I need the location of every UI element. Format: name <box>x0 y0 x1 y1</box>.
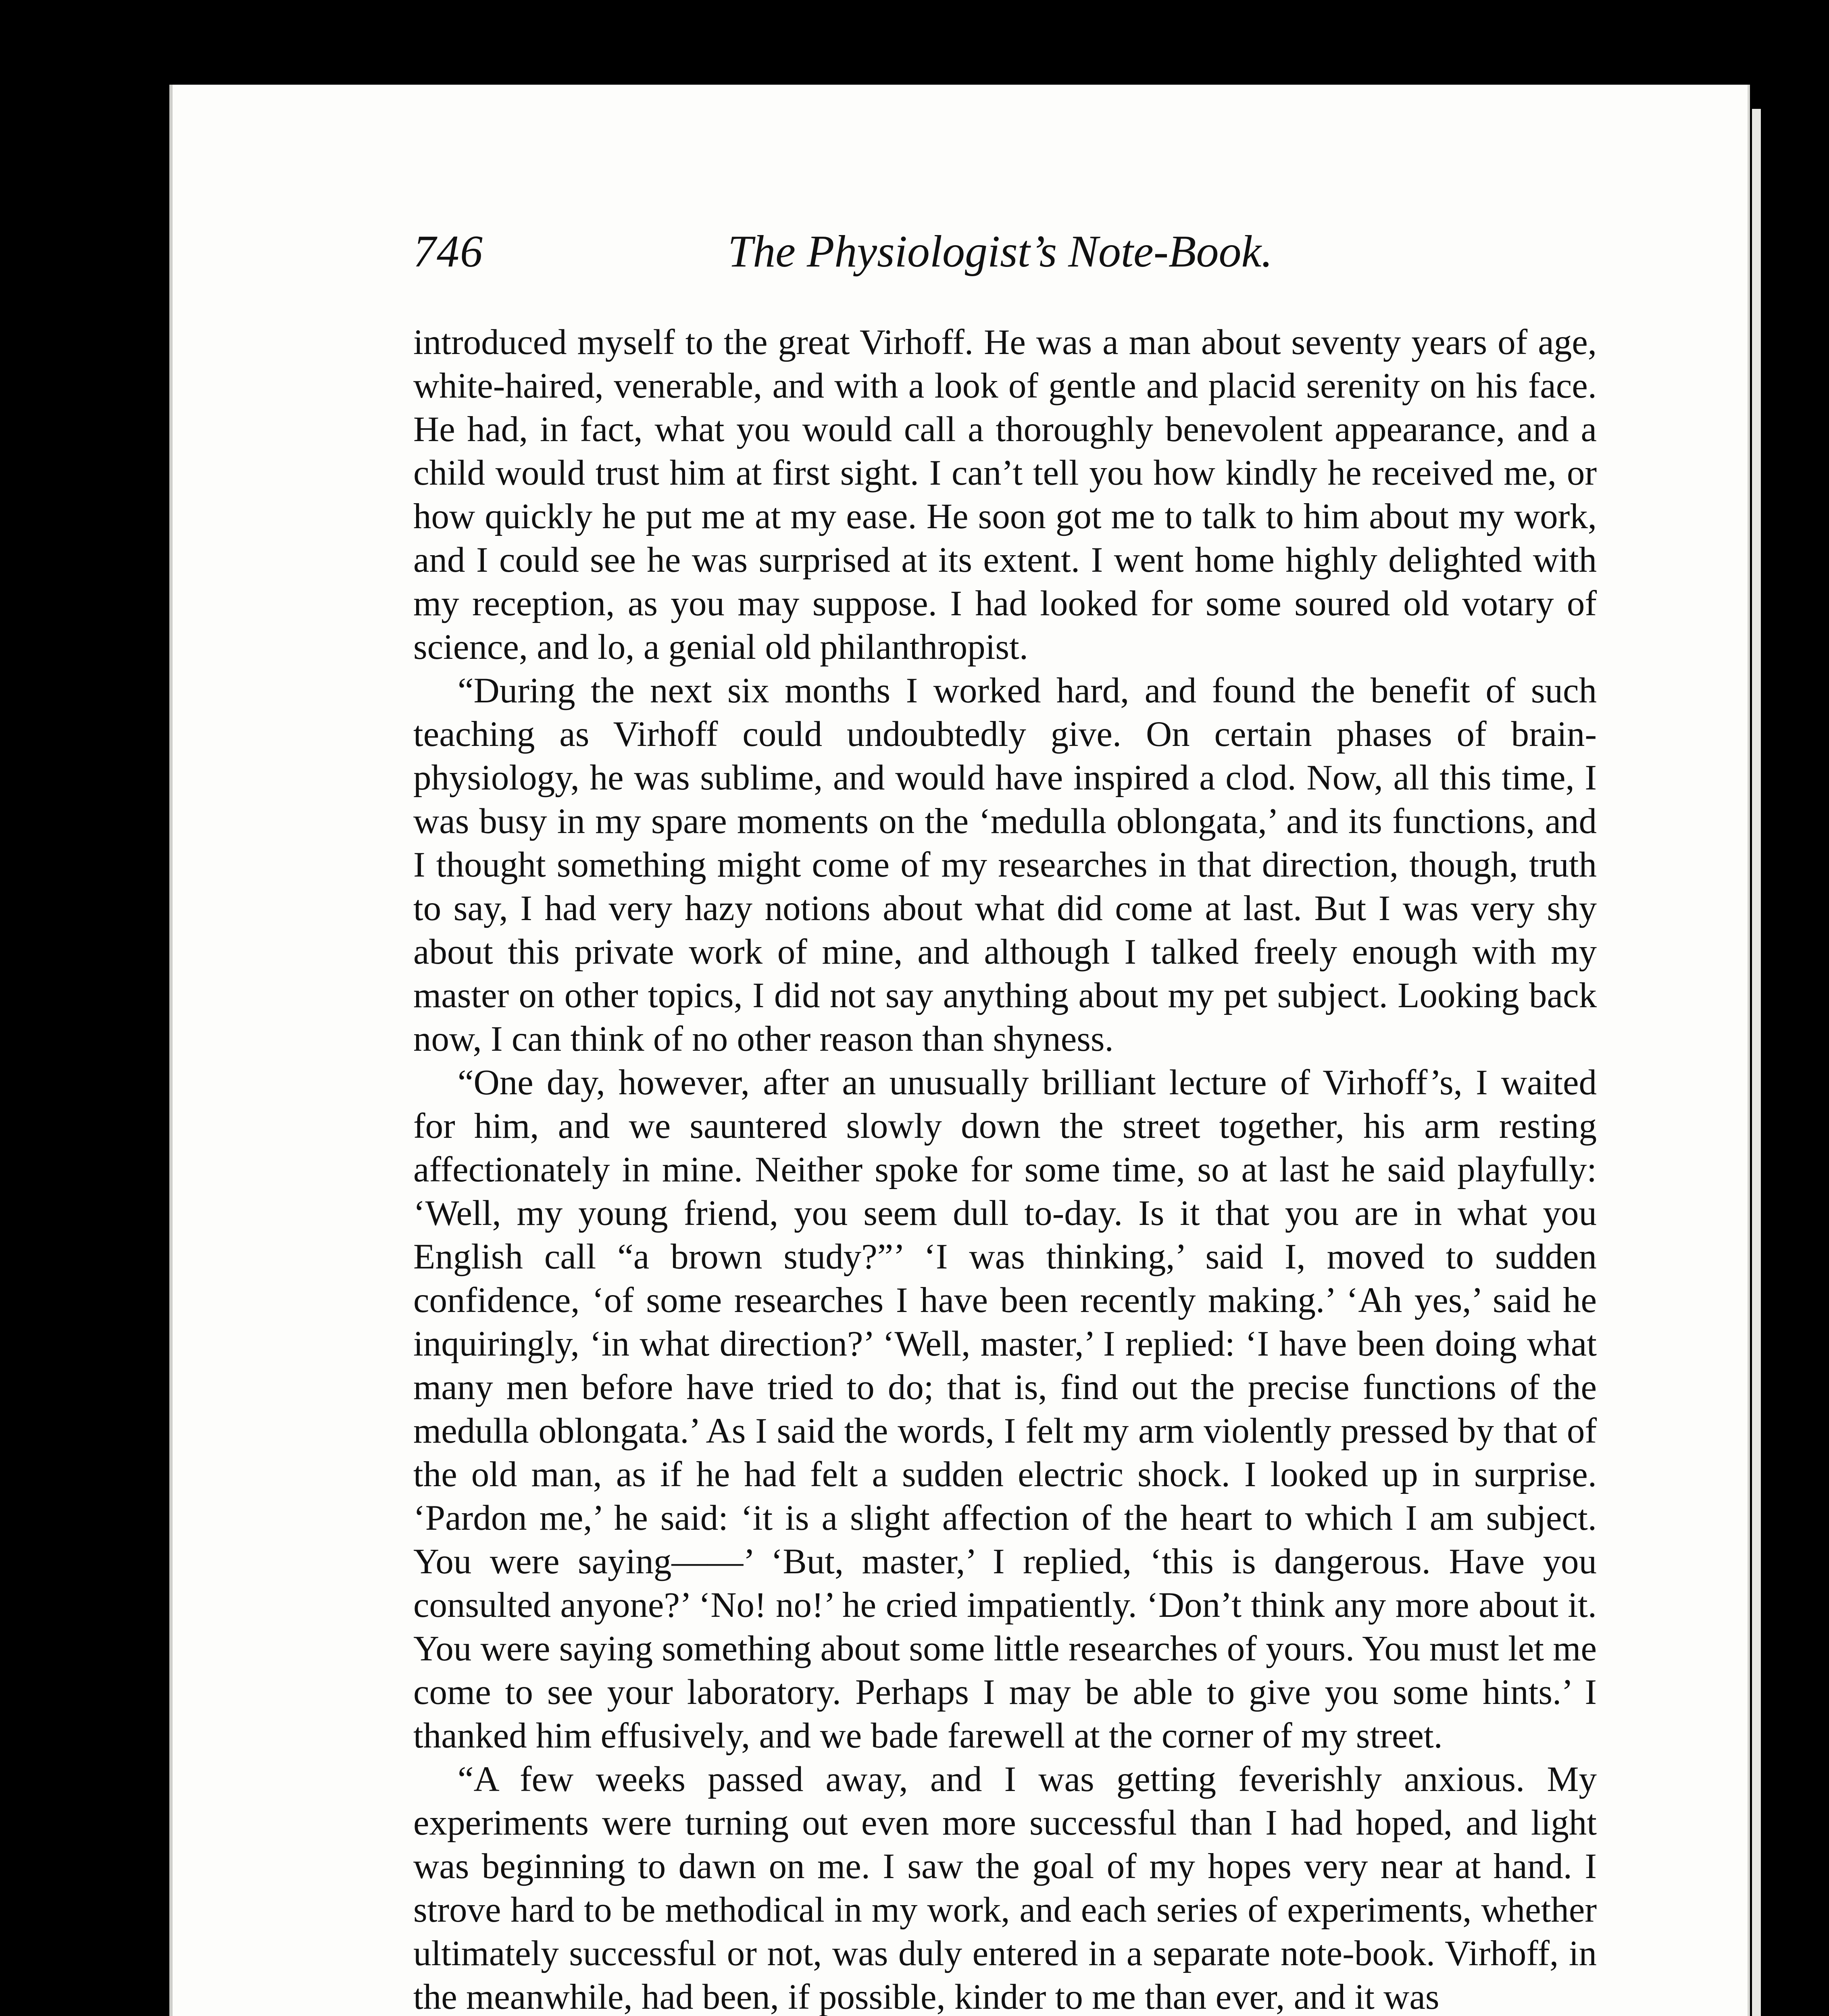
running-header <box>413 226 1595 294</box>
running-title: The Physiologist’s Note-Book. <box>728 227 1273 277</box>
paragraph-4: “A few weeks passed away, and I was getting feverishly anxious. My experiments were turning out even more successful than I had hoped, and light was beginning to dawn on me. I saw the goal of my hopes very near at hand. I strove hard to be methodical in my work, and each series of experiments, whether ultimately successful or not, was duly entered in a separate note-book. Virhoff, in the meanwhile, had been, if possible, kinder to me than ever, and it was <box>413 1760 1597 2016</box>
page-number: 746 <box>413 227 483 277</box>
paragraph-1: introduced myself to the great Virhoff. He was a man about seventy years of age, white-haired, venerable, and with a look of gentle and placid serenity on his face. He had, in fact, what you would call a thoroughly benevolent appearance, and a child would trust him at first sight. I can’t tell you how kindly he received me, or how quickly he put me at my ease. He soon got me to talk to him about my work, and I could see he was surprised at its extent. I went home highly delighted with my reception, as you may suppose. I had looked for some soured old votary of science, and lo, a genial old philanthropist. <box>413 323 1597 667</box>
paragraph-3: “One day, however, after an unusually brilliant lecture of Virhoff’s, I waited for him, and we sauntered slowly down the street together, his arm resting affectionately in mine. Neither spoke for some time, so at last he said playfully: ‘Well, my young friend, you seem dull to-day. Is it that you are in what you English call “a brown study?”’ ‘I was thinking,’ said I, moved to sudden confidence, ‘of some researches I have been recently making.’ ‘Ah yes,’ said he inquiringly, ‘in what direction?’ ‘Well, master,’ I replied: ‘I have been doing what many men before have tried to do; that is, find out the precise functions of the medulla oblongata.’ As I said the words, I felt my arm violently pressed by that of the old man, as if he had felt a sudden electric shock. I looked up in surprise. ‘Pardon me,’ he said: ‘it is a slight affection of the heart to which I am subject. You were saying——’ ‘But, master,’ I replied, ‘this is dangerous. Have you consulted anyone?’ ‘No! no!’ he cried impatiently. ‘Don’t think any more about it. You were saying something about some little researches of yours. You must let me come to see your laboratory. Perhaps I may be able to give you some hints.’ I thanked him effusively, and we bade farewell at the corner of my street. <box>413 1063 1597 1756</box>
page-edge <box>1752 109 1761 2016</box>
paragraph-2: “During the next six months I worked hard, and found the benefit of such teaching as Virhoff could undoubtedly give. On certain phases of brain-physiology, he was sublime, and would have inspired a clod. Now, all this time, I was busy in my spare moments on the ‘medulla oblongata,’ and its functions, and I thought something might come of my researches in that direction, though, truth to say, I had very hazy notions about what did come at last. But I was very shy about this private work of mine, and although I talked freely enough with my master on other topics, I did not say anything about my pet subject. Looking back now, I can think of no other reason than shyness. <box>413 671 1597 1059</box>
body-text <box>413 321 1597 2016</box>
